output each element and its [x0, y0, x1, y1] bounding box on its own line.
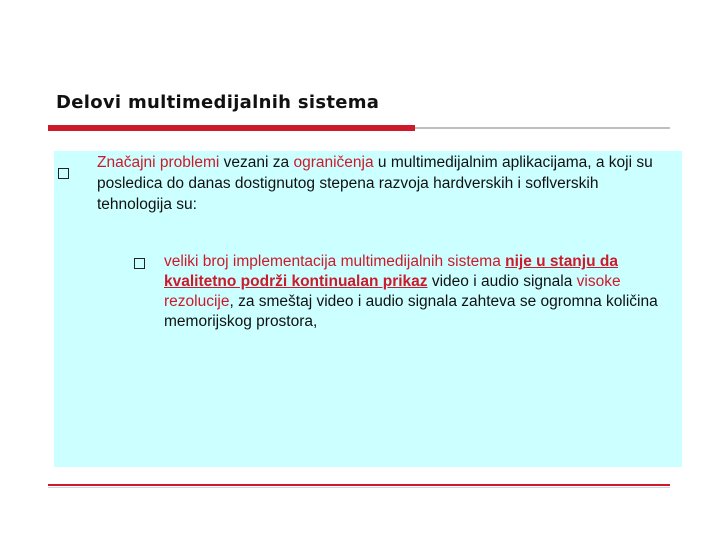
square-bullet-icon [58, 168, 69, 179]
slide-title: Delovi multimedijalnih sistema [56, 92, 380, 113]
title-underline-red [48, 125, 415, 131]
bullet-paragraph-2 [164, 252, 674, 332]
highlight-red-text: Značajni problemi [97, 154, 220, 171]
highlight-red-text: visoke rezolucije [164, 273, 621, 310]
body-text: u multimedijalnim aplikacijama, a koji su posledica do danas dostignutog stepena razvoja hardverskih i soflverskih tehnologija su: [97, 154, 653, 213]
footer-rule-gray [48, 487, 670, 488]
square-bullet-icon [134, 258, 145, 269]
footer-rule-red [48, 484, 670, 486]
title-underline-gray [415, 127, 670, 129]
highlight-underlined-text: nije u stanju da kvalitetno podrži kontinualan prikaz [164, 253, 618, 290]
bullet-paragraph-1 [97, 152, 667, 215]
body-text: video i audio signala [427, 273, 577, 290]
highlight-red-text: veliki broj implementacija multimedijalnih sistema [164, 253, 506, 270]
body-text: vezani za [219, 154, 294, 171]
body-text: , za smeštaj video i audio signala zahteva se ogromna količina memorijskog prostora, [164, 293, 658, 330]
highlight-red-text: ograničenja [293, 154, 374, 171]
